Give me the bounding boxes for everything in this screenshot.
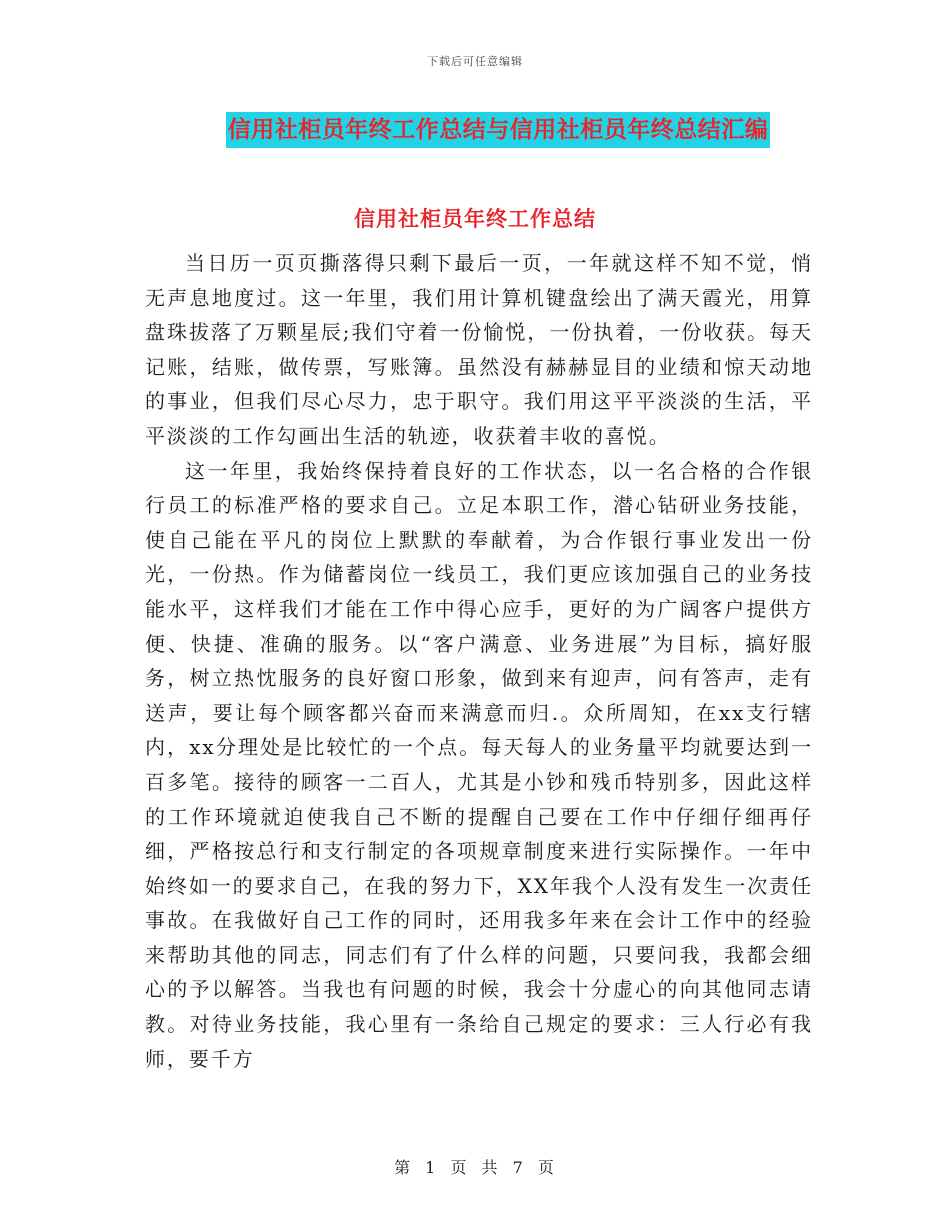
header-note: 下载后可任意编辑 [427,55,523,68]
document-title-container [0,112,950,148]
page-footer: 第 1 页 共 7 页 [394,1158,556,1177]
section-title: 信用社柜员年终工作总结 [354,207,596,231]
paragraph: 当日历一页页撕落得只剩下最后一页，一年就这样不知不觉，悄无声息地度过。这一年里，我们用计算机键盘绘出了满天霞光，用算盘珠拔落了万颗星辰;我们守着一份愉悦，一份执着，一份收获。每天记账，结账，做传票，写账簿。虽然没有赫赫显目的业绩和惊天动地的事业，但我们尽心尽力，忠于职守。我们用这平平淡淡的生活，平平淡淡的工作勾画出生活的轨迹，收获着丰收的喜悦。 [145,251,813,448]
document-title: 信用社柜员年终工作总结与信用社柜员年终总结汇编 [226,112,771,148]
body-text [145,246,813,1076]
paragraph: 这一年里，我始终保持着良好的工作状态，以一名合格的合作银行员工的标准严格的要求自己。立足本职工作，潜心钻研业务技能，使自己能在平凡的岗位上默默的奉献着，为合作银行事业发出一份光，一份热。作为储蓄岗位一线员工，我们更应该加强自己的业务技能水平，这样我们才能在工作中得心应手，更好的为广阔客户提供方便、快捷、准确的服务。以“客户满意、业务进展”为目标，搞好服务，树立热忱服务的良好窗口形象，做到来有迎声，问有答声，走有送声，要让每个顾客都兴奋而来满意而归.。众所周知，在xx支行辖内，xx分理处是比较忙的一个点。每天每人的业务量平均就要达到一百多笔。接待的顾客一二百人，尤其是小钞和残币特别多，因此这样的工作环境就迫使我自己不断的提醒自己要在工作中仔细仔细再仔细，严格按总行和支行制定的各项规章制度来进行实际操作。一年中始终如一的要求自己，在我的努力下，XX年我个人没有发生一次责任事故。在我做好自己工作的同时，还用我多年来在会计工作中的经验来帮助其他的同志，同志们有了什么样的问题，只要问我，我都会细心的予以解答。当我也有问题的时候，我会十分虚心的向其他同志请教。对待业务技能，我心里有一条给自己规定的要求：三人行必有我师，要千方 [145,458,813,1071]
